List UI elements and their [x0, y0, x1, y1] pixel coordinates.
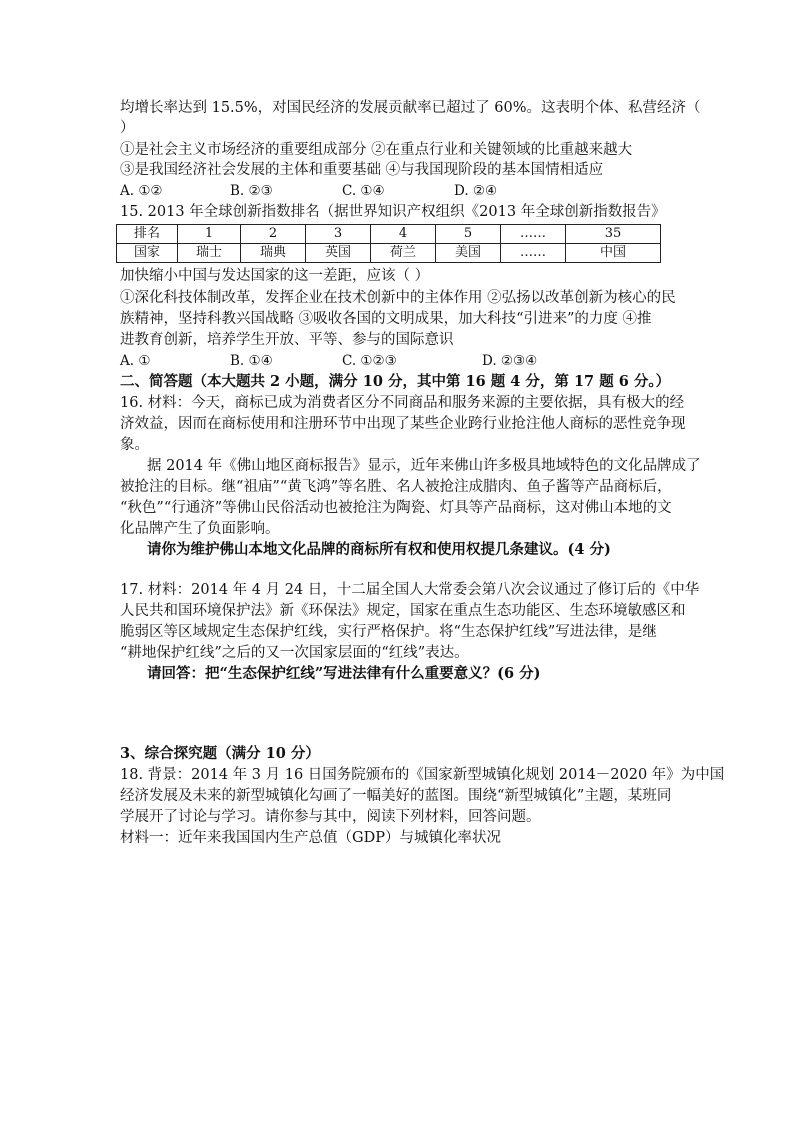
q14-statement-3-4: ③是我国经济社会发展的主体和重要基础 ④与我国现阶段的基本国情相适应 — [120, 162, 604, 178]
table-cell: 35 — [566, 225, 661, 244]
section-3-heading: 3、综合探究题（满分 10 分） — [120, 745, 320, 762]
table-cell: 4 — [371, 225, 436, 244]
table-cell: 排名 — [117, 225, 178, 244]
q17-prompt: 请回答：把“生态保护红线”写进法律有什么重要意义？(6 分) — [147, 665, 541, 682]
q15-option-d: D. ②③④ — [482, 353, 538, 369]
q17-material-line-1: 17. 材料：2014 年 4 月 24 日，十二届全国人大常委会第八次会议通过了修订后的《中华 — [120, 582, 700, 598]
table-cell: 中国 — [566, 244, 661, 263]
q15-option-a: A. ① — [120, 353, 151, 369]
q15-title: 15. 2013 年全球创新指数排名（据世界知识产权组织《2013 年全球创新指数报告》 — [120, 204, 666, 220]
q15-options — [120, 351, 680, 371]
q16-prompt: 请你为维护佛山本地文化品牌的商标所有权和使用权提几条建议。(4 分) — [147, 541, 611, 558]
q17-material-line-4: “耕地保护红线”之后的又一次国家层面的“红线”表达。 — [120, 645, 469, 661]
q14-stem-close: ） — [120, 120, 135, 136]
table-cell: 瑞士 — [178, 244, 241, 263]
q16-material-line-1: 16. 材料：今天，商标已成为消费者区分不同商品和服务来源的主要依据，具有极大的经 — [120, 395, 685, 411]
table-row — [117, 225, 661, 244]
q15-option-c: C. ①②③ — [342, 353, 397, 369]
q14-option-c: C. ①④ — [342, 183, 385, 199]
table-cell: 1 — [178, 225, 241, 244]
q14-option-a: A. ①② — [120, 183, 163, 199]
q15-statement-line-1: ①深化科技体制改革，发挥企业在技术创新中的主体作用 ②弘扬以改革创新为核心的民 — [120, 290, 676, 306]
q15-statement-line-2: 族精神，坚持科教兴国战略 ③吸收各国的文明成果，加大科技“引进来”的力度 ④推 — [120, 311, 652, 327]
q18-background-line-1: 18. 背景：2014 年 3 月 16 日国务院颁布的《国家新型城镇化规划 2014－2020 年》为中国 — [120, 767, 725, 783]
table-cell: …… — [501, 225, 566, 244]
table-cell: 5 — [436, 225, 501, 244]
q15-statement-line-3: 进教育创新，培养学生开放、平等、参与的国际意识 — [120, 332, 454, 348]
q16-material-line-6: “秋色”“行通济”等佛山民俗活动也被抢注为陶瓷、灯具等产品商标，这对佛山本地的文 — [120, 500, 672, 516]
q18-background-line-3: 学展开了讨论与学习。请你参与其中，阅读下列材料，回答问题。 — [120, 809, 541, 825]
table-cell: 英国 — [306, 244, 371, 263]
table-row — [117, 244, 661, 263]
q16-material-line-4: 据 2014 年《佛山地区商标报告》显示，近年来佛山许多极具地域特色的文化品牌成了 — [147, 458, 701, 474]
section-2-heading: 二、简答题（本大题共 2 小题，满分 10 分，其中第 16 题 4 分，第 17 题 6 分。） — [120, 373, 671, 390]
table-cell: …… — [501, 244, 566, 263]
q16-material-line-5: 被抢注的目标。继“祖庙”“黄飞鸿”等名胜、名人被抢注成腊肉、鱼子酱等产品商标后， — [120, 479, 672, 495]
q15-question: 加快缩小中国与发达国家的这一差距，应该（ ） — [120, 268, 430, 284]
q15-option-b: B. ①④ — [230, 353, 273, 369]
q14-stem: 均增长率达到 15.5%，对国民经济的发展贡献率已超过了 60%。这表明个体、私营经济（ — [120, 100, 701, 116]
q18-material-1-caption: 材料一：近年来我国国内生产总值（GDP）与城镇化率状况 — [120, 830, 501, 846]
q17-material-line-2: 人民共和国环境保护法》新《环保法》规定，国家在重点生态功能区、生态环境敏感区和 — [120, 603, 686, 619]
table-cell: 国家 — [117, 244, 178, 263]
q16-material-line-3: 象。 — [120, 437, 149, 453]
q18-background-line-2: 经济发展及未来的新型城镇化勾画了一幅美好的蓝图。围绕“新型城镇化”主题，某班同 — [120, 788, 672, 804]
table-cell: 3 — [306, 225, 371, 244]
q17-material-line-3: 脆弱区等区域规定生态保护红线，实行严格保护。将“生态保护红线”写进法律，是继 — [120, 624, 657, 640]
table-cell: 2 — [241, 225, 306, 244]
innovation-ranking-table — [116, 224, 661, 263]
q14-option-d: D. ②④ — [454, 183, 498, 199]
q16-material-line-2: 济效益，因而在商标使用和注册环节中出现了某些企业跨行业抢注他人商标的恶性竞争现 — [120, 416, 686, 432]
table-cell: 荷兰 — [371, 244, 436, 263]
q14-options — [120, 181, 680, 201]
q14-option-b: B. ②③ — [230, 183, 273, 199]
table-cell: 瑞典 — [241, 244, 306, 263]
q14-statement-1-2: ①是社会主义市场经济的重要组成部分 ②在重点行业和关键领域的比重越来越大 — [120, 142, 633, 158]
table-cell: 美国 — [436, 244, 501, 263]
q16-material-line-7: 化品牌产生了负面影响。 — [120, 521, 280, 537]
